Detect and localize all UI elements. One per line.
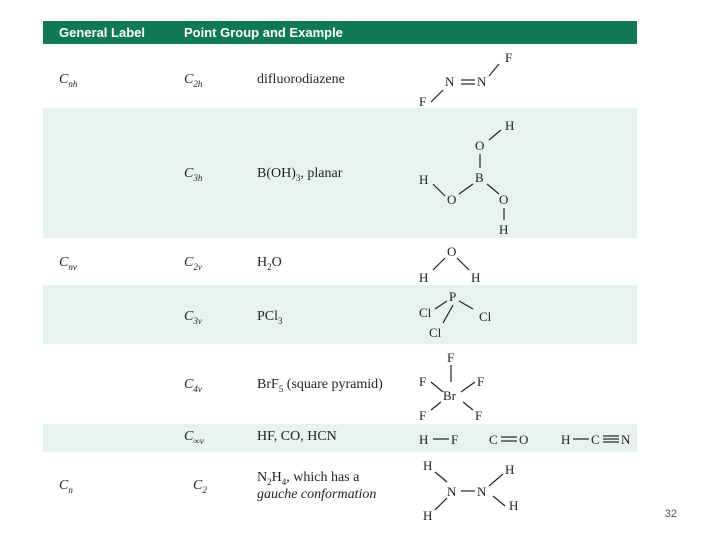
svg-text:H: H [561,432,571,447]
svg-text:H: H [419,172,429,187]
example-cell: $H_2O$ [257,255,282,272]
svg-text:N: N [621,432,631,447]
header-point-group: Point Group and Example [184,25,343,40]
general-label-cell: $C_{nh}$ [59,72,78,89]
point-group-cell: $C_2$ [193,478,207,495]
point-group-cell: $C_{3h}$ [184,166,203,183]
table-row [43,238,637,285]
water-structure [413,242,503,286]
table-row [43,452,637,522]
svg-text:H: H [505,118,515,133]
svg-text:Cl: Cl [479,309,492,324]
svg-text:C: C [489,432,498,447]
svg-text:H: H [499,222,509,237]
svg-text:N: N [477,484,487,499]
example-cell: $B(OH)_3$, planar [257,166,343,183]
svg-text:O: O [499,192,509,207]
example-cell: $N_2H_4$, which has a [257,470,360,487]
table-row [43,108,637,238]
table-row [43,44,637,108]
svg-text:F: F [447,350,455,365]
point-group-cell: $C_{2v}$ [184,255,202,272]
svg-text:F: F [419,374,427,389]
svg-text:N: N [447,484,457,499]
header-general-label: General Label [59,25,145,40]
boric-acid-structure [413,114,553,238]
svg-text:H: H [471,270,481,285]
page-number: 32 [664,508,677,520]
svg-text:H: H [505,462,515,477]
svg-text:F: F [475,408,483,423]
svg-text:F: F [505,50,513,65]
svg-text:O: O [475,138,485,153]
svg-text:N: N [477,74,487,89]
point-group-cell: $C_{2h}$ [184,72,203,89]
brf5-structure [413,350,513,424]
point-group-cell: $C_{3v}$ [184,309,202,326]
table-header [43,21,637,44]
general-label-cell: $C_{nv}$ [59,255,77,272]
point-group-cell: $C_{\infty v}$ [184,429,204,446]
example-cell: difluorodiazene [257,72,345,87]
svg-text:H: H [509,498,519,513]
svg-text:Cl: Cl [429,325,442,340]
svg-text:P: P [449,289,457,304]
linear-molecules-structure [413,426,637,450]
svg-text:N: N [445,74,455,89]
svg-text:H: H [423,508,433,522]
general-label-cell: $C_n$ [59,478,73,495]
svg-text:H: H [423,458,433,473]
example-cell: HF, CO, HCN [257,429,337,444]
svg-text:H: H [419,270,429,285]
svg-text:O: O [519,432,529,447]
point-group-cell: $C_{4v}$ [184,377,202,394]
svg-text:F: F [477,374,485,389]
table-row [43,344,637,424]
table-row [43,424,637,452]
table-row [43,285,637,344]
svg-text:F: F [419,94,427,108]
svg-text:Br: Br [443,388,456,403]
hydrazine-structure [413,456,523,522]
example-cell-line2: gauche conformation [257,487,377,502]
svg-text:B: B [475,170,484,185]
svg-text:H: H [419,432,429,447]
svg-text:Cl: Cl [419,305,432,320]
difluorodiazene-structure [413,48,533,108]
svg-text:F: F [451,432,459,447]
svg-text:C: C [591,432,600,447]
example-cell: PCl$_3$ [257,309,283,326]
svg-text:O: O [447,192,457,207]
svg-text:F: F [419,408,427,423]
example-cell: BrF$_5$ (square pyramid) [257,377,383,394]
pcl3-structure [413,287,513,343]
svg-text:O: O [447,244,457,259]
